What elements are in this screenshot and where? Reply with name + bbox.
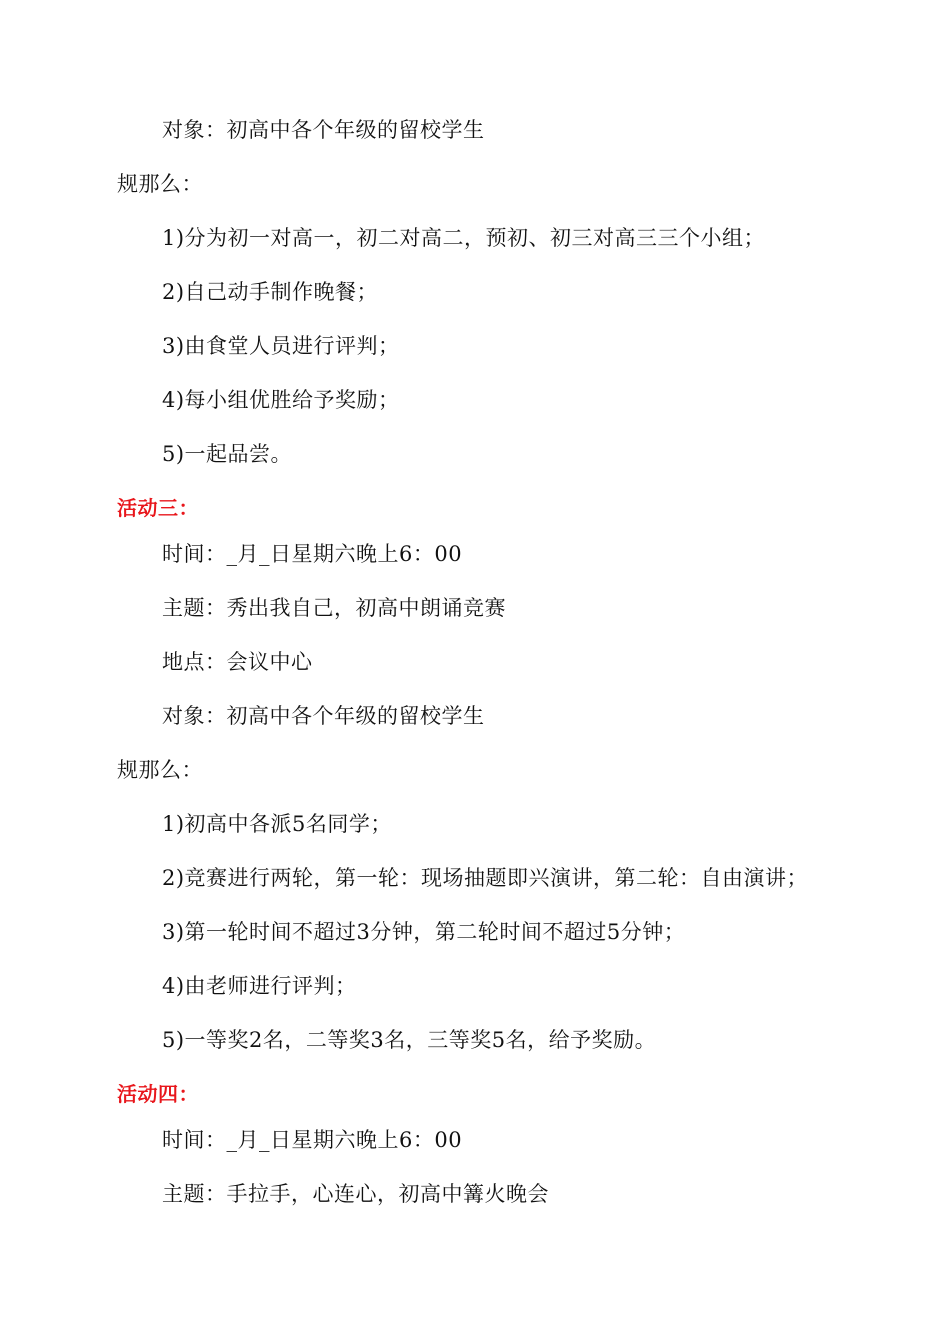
rule-item: 3)第一轮时间不超过3分钟，第二轮时间不超过5分钟； [162,920,686,944]
time-line: 时间：_月_日星期六晚上6：00 [162,542,463,566]
section-heading: 活动三： [117,496,199,520]
rule-item: 2)竞赛进行两轮，第一轮：现场抽题即兴演讲，第二轮：自由演讲； [162,866,809,890]
rules-label: 规那么： [117,758,203,782]
audience-line: 对象：初高中各个年级的留校学生 [162,704,485,728]
time-line: 时间：_月_日星期六晚上6：00 [162,1128,463,1152]
rule-item: 1)初高中各派5名同学； [162,812,392,836]
rule-item: 3)由食堂人员进行评判； [162,334,400,358]
rule-item: 5)一起品尝。 [162,442,293,466]
theme-line: 主题：秀出我自己，初高中朗诵竞赛 [162,596,506,620]
theme-line: 主题：手拉手，心连心，初高中篝火晚会 [162,1182,549,1206]
rules-label: 规那么： [117,172,203,196]
rule-item: 5)一等奖2名，二等奖3名，三等奖5名，给予奖励。 [162,1028,657,1052]
rule-item: 4)由老师进行评判； [162,974,357,998]
rule-item: 1)分为初一对高一，初二对高二，预初、初三对高三三个小组； [162,226,766,250]
location-line: 地点：会议中心 [162,650,313,674]
rule-item: 2)自己动手制作晚餐； [162,280,379,304]
audience-line: 对象：初高中各个年级的留校学生 [162,118,485,142]
rule-item: 4)每小组优胜给予奖励； [162,388,400,412]
section-heading: 活动四： [117,1082,199,1106]
